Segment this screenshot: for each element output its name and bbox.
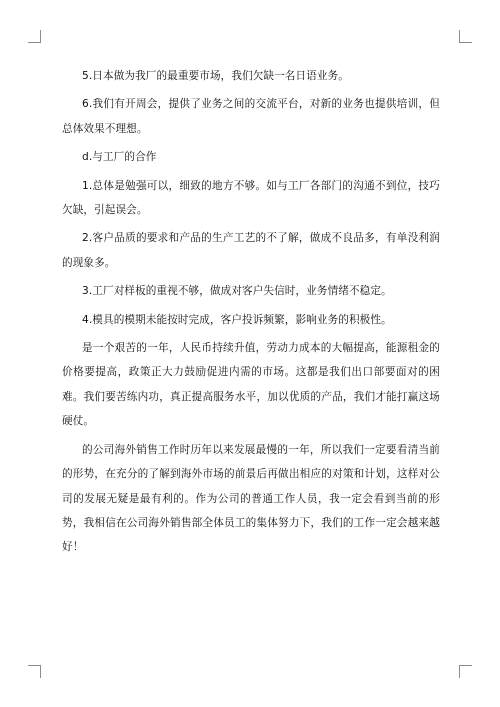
paragraph-mold-schedule: 4.模具的模期未能按时完成，客户投诉频繁，影响业务的积极性。 [82,313,392,326]
paragraph-communication: 1.总体是勉强可以，细致的地方不够。如与工厂各部门的沟通不到位，技巧欠缺，引起误会。 [62,179,440,217]
paragraph-difficult-year: 是一个艰苦的一年，人民币持续升值，劳动力成本的大幅提高，能源租金的价格要提高，政策正大力鼓励促进内需的市场。这都是我们出口部要面对的困难。我们要苦练内功，真正提高服务水平，加以优质的产品，我们才能打赢这场硬仗。 [62,342,440,428]
paragraph-conclusion: 的公司海外销售工作时历年以来发展最慢的一年，所以我们一定要看清当前的形势，在充分的了解到海外市场的前景后再做出相应的对策和计划，这样对公司的发展无疑是最有利的。作为公司的普通工作人员，我一定会看到当前的形势，我相信在公司海外销售部全体员工的集体努力下，我们的工作一定会越来越好！ [62,443,440,554]
document-body [62,64,440,560]
crop-mark-top-left [28,30,41,43]
section-heading-factory-cooperation: d.与工厂的合作 [82,151,157,164]
crop-mark-bottom-right [459,665,472,678]
paragraph-samples: 3.工厂对样板的重视不够，做成对客户失信时，业务情绪不稳定。 [82,285,392,298]
paragraph-weekly-meeting: 6.我们有开周会，提供了业务之间的交流平台，对新的业务也提供培训，但总体效果不理想。 [62,98,440,135]
crop-mark-bottom-left [28,665,41,678]
paragraph-quality-requirements: 2.客户品质的要求和产品的生产工艺的不了解，做成不良品多，有单没利润的现象多。 [62,232,440,269]
paragraph-japan-market: 5.日本做为我厂的最重要市场，我们欠缺一名日语业务。 [82,70,349,82]
crop-mark-top-right [459,30,472,43]
